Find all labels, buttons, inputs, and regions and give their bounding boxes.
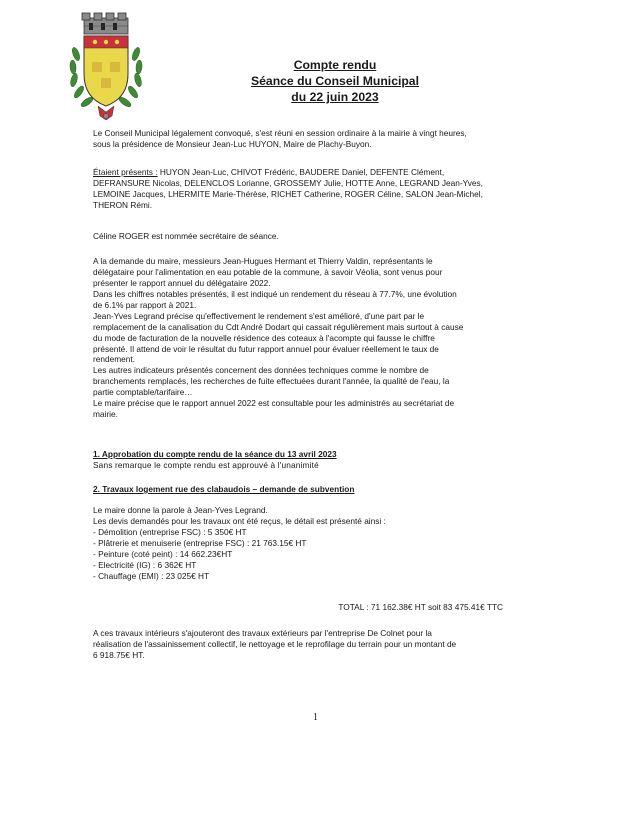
quote-item: - Chauffage (EMI) : 23 025€ HT xyxy=(93,570,210,581)
quote-item: - Peinture (coté peint) : 14 662.23€HT xyxy=(93,548,233,559)
section-2-line: Les devis demandés pour les travaux ont été reçus, le détail est présenté ainsi : xyxy=(93,515,386,526)
report-line: délégataire pour l'alimentation en eau potable de la commune, à savoir Véolia, sont venus pour xyxy=(93,266,443,277)
section-1-text: Sans remarque le compte rendu est approuvé à l'unanimité xyxy=(93,459,319,470)
report-line: présenté. Il attend de voir le résultat du futur rapport annuel pour évaluer réellement le taux de xyxy=(93,343,439,354)
secretary-line: Céline ROGER est nommée secrétaire de séance. xyxy=(93,231,279,241)
total-amount: TOTAL : 71 162.38€ HT soit 83 475.41€ TTC xyxy=(338,602,503,612)
attendees-line: THERON Rémi. xyxy=(93,199,153,210)
section-1-heading: 1. Approbation du compte rendu de la séance du 13 avril 2023 xyxy=(93,449,337,459)
coat-of-arms-logo xyxy=(68,12,144,124)
intro-line: Le Conseil Municipal légalement convoqué, s'est réuni en session ordinaire à la mairie à vingt heures, xyxy=(93,128,467,138)
exterior-line: A ces travaux intérieurs s'ajouteront des travaux extérieurs par l'entreprise De Colnet pour la xyxy=(93,628,432,638)
quote-item: - Electricité (IG) : 6 362€ HT xyxy=(93,559,197,570)
report-line: A la demande du maire, messieurs Jean-Hugues Hermant et Thierry Valdin, représentants le xyxy=(93,256,433,266)
quote-item: - Démolition (entreprise FSC) : 5 350€ HT xyxy=(93,526,247,537)
report-line: du mode de facturation de la nouvelle résidence des coteaux à l'acompte qui fausse le chiffre xyxy=(93,332,435,343)
attendees-line: HUYON Jean-Luc, CHIVOT Frédéric, BAUDERE Daniel, DEFENTE Clément, xyxy=(157,167,445,177)
quote-item: - Plâtrerie et menuiserie (entreprise FSC) : 21 763.15€ HT xyxy=(93,537,307,548)
report-line: Les autres indicateurs présentés concernent des données techniques comme le nombre de xyxy=(93,365,429,376)
attendees-line: DEFRANSURE Nicolas, DELENCLOS Lorianne, GROSSEMY Julie, HOTTE Anne, LEGRAND Jean-Yves, xyxy=(93,177,483,188)
document-title xyxy=(215,57,455,106)
attendees-label: Étaient présents : xyxy=(93,167,158,177)
title-line-1: Compte rendu xyxy=(293,58,377,72)
mural-crown-icon xyxy=(82,13,128,34)
report-line: rendement. xyxy=(93,354,135,365)
exterior-line: réalisation de l'assainissement collectif, le nettoyage et le reprofilage du terrain pour un montant de xyxy=(93,638,457,649)
intro-paragraph xyxy=(93,128,523,150)
report-line: Dans les chiffres notables présentés, il est indiqué un rendement du réseau à 77.7%, une évolution xyxy=(93,288,457,299)
secretary-paragraph xyxy=(93,231,523,242)
section-1 xyxy=(93,449,523,471)
section-2-body xyxy=(93,505,523,582)
intro-line: sous la présidence de Monsieur Jean-Luc HUYON, Maire de Plachy-Buyon. xyxy=(93,138,372,149)
section-2-line: Le maire donne la parole à Jean-Yves Legrand. xyxy=(93,505,268,515)
title-line-3: du 22 juin 2023 xyxy=(291,90,379,105)
exterior-line: 6 918.75€ HT. xyxy=(93,649,145,660)
title-line-2: Séance du Conseil Municipal xyxy=(251,74,419,89)
section-2-heading: 2. Travaux logement rue des clabaudois – demande de subvention xyxy=(93,484,355,494)
report-line: Jean-Yves Legrand précise qu'effectivement le rendement s'est amélioré, d'une part par le xyxy=(93,310,425,321)
delegate-report-paragraph xyxy=(93,256,523,420)
report-line: Le maire précise que le rapport annuel 2022 est consultable pour les administrés au secrétariat de xyxy=(93,398,455,409)
medal-ribbon-icon xyxy=(98,106,114,120)
report-line: partie comptable/tarifaire… xyxy=(93,387,193,398)
shield-icon xyxy=(84,36,128,106)
page-number: 1 xyxy=(313,712,318,723)
report-line: remplacement de la canalisation du Cdt André Dodart qui cassait régulièrement mais surtout à cause xyxy=(93,321,464,332)
report-line: de 6.1% par rapport à 2021. xyxy=(93,299,197,310)
attendees-paragraph xyxy=(93,167,523,211)
report-line: mairie. xyxy=(93,409,118,420)
exterior-works-paragraph xyxy=(93,628,523,661)
report-line: présenter le rapport annuel du délégataire 2022. xyxy=(93,277,271,288)
attendees-line: LEMOINE Jacques, LHERMITE Marie-Thérèse, RICHET Catherine, ROGER Céline, SALON Jean-Michel, xyxy=(93,188,483,199)
section-2 xyxy=(93,484,523,495)
report-line: branchements remplacés, les recherches de fuite effectuées durant l'année, la qualité de l'eau, la xyxy=(93,376,450,387)
